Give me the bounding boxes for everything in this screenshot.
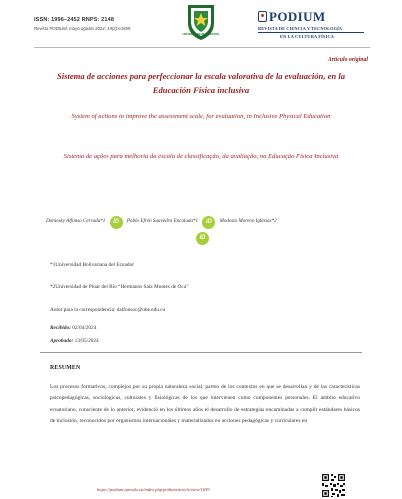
header-divider — [34, 47, 370, 48]
title-english: System of actions to improve the assessment scale, for evaluation, in Inclusive Physical Education — [71, 113, 331, 120]
approved-date: Aprobado: 13/05/2024 — [50, 338, 99, 344]
author-2: Pablo Efrén Saavedra Encalada*1 — [126, 218, 199, 224]
author-1: Daniesky Alfonso Cerrada*1 — [46, 218, 106, 224]
title-portuguese: Sistema de ações para melhoria da escala de classificação, da avaliação, na Educação Física Inclusiva — [63, 153, 339, 160]
article-url-link[interactable]: https://podium.upr.edu.cu/index.php/podium/article/view/1659 — [97, 487, 210, 492]
orcid-icon[interactable]: iD — [196, 232, 209, 245]
abstract-body: Los procesos formativos, complejos por su propia naturaleza social, parten de los contextos en que se desarrollan y de las características psicopedagógicas, sociológicas, culturales y fisiológicas de los que intervienen como componentes personales. El ámbito educativo ecuatoriano, consciente de lo anterior, evidenció en los últimos años el desarrollo de estrategias encaminadas a cumplir estándares básicos de inclusión, reconocidos por organismos internacionales y materializados en acciones pedagógicas y curriculares en — [50, 384, 360, 425]
podium-logo — [258, 10, 370, 39]
orcid-icon[interactable]: iD — [202, 216, 215, 229]
podium-title: PODIUM — [258, 10, 370, 23]
affiliation-1: *1Universidad Bolivariana del Ecuador — [50, 262, 134, 268]
issn-line: ISSN: 1996–2452 RNPS: 2148 — [34, 17, 115, 23]
author-list — [46, 216, 366, 229]
orcid-icon[interactable]: iD — [110, 216, 123, 229]
university-caption: UNIVERSIDAD DE PINAR DEL RÍO — [182, 33, 220, 39]
author-3: Modesto Moreno Iglesias*2 — [219, 218, 277, 224]
article-type: Artículo original — [327, 57, 368, 63]
title-spanish: Sistema de acciones para perfeccionar la escala valorativa de la evaluación, en la Educación Física inclusiva — [56, 71, 346, 95]
correspondence-line: Autor para la correspondencia: dalfonsoc@ube.edu.cu — [50, 307, 166, 313]
section-divider — [40, 352, 362, 353]
journal-citation: Revista PODIUM, mayo-agosto 2024; 19(2):e1659 — [34, 26, 131, 31]
podium-emblem-icon — [258, 11, 267, 22]
abstract-heading: RESUMEN — [50, 365, 81, 371]
received-date: Recibido: 02/04/2024 — [50, 325, 97, 331]
affiliation-2: *2Universidad de Pinar del Río “Hermanos Saíz Montes de Oca” — [50, 284, 189, 290]
qr-code-icon[interactable] — [321, 473, 346, 498]
podium-divider — [258, 32, 364, 33]
podium-subtitle-2: EN LA CULTURA FÍSICA — [280, 34, 335, 39]
podium-subtitle-1: REVISTA DE CIENCIA Y TECNOLOGÍA — [258, 26, 343, 31]
